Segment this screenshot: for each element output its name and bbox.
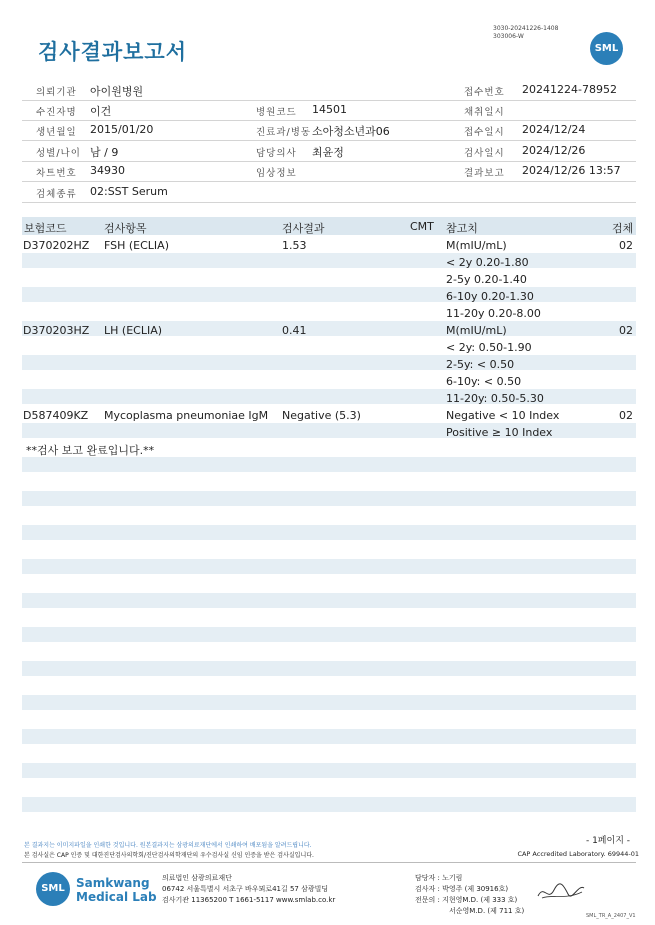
row-stripe xyxy=(22,593,636,608)
page-number: - 1페이지 - xyxy=(585,836,630,846)
cell-ref: 6-10y: < 0.50 xyxy=(446,375,522,388)
info-label: 접수번호 xyxy=(464,87,505,98)
row-stripe xyxy=(22,559,636,574)
info-label: 결과보고 xyxy=(464,168,505,179)
row-stripe xyxy=(22,797,636,812)
results-table-header xyxy=(22,217,636,235)
info-label: 수진자명 xyxy=(36,107,77,118)
cell-ref: 6-10y 0.20-1.30 xyxy=(446,290,534,303)
cell-ref: M(mIU/mL) xyxy=(446,324,507,337)
staff-line: 서순영M.D. (제 711 호) xyxy=(449,907,525,915)
cell-result: 1.53 xyxy=(282,239,307,252)
staff-line: 검사자 : 박영주 (제 30916호) xyxy=(415,885,509,893)
info-value: 2015/01/20 xyxy=(90,123,154,136)
signature xyxy=(536,880,586,904)
info-value: 34930 xyxy=(90,164,125,177)
address-line: 06742 서울특별시 서초구 바우뫼로41길 57 삼광빌딩 xyxy=(162,885,329,893)
cell-ref: 11-20y 0.20-8.00 xyxy=(446,307,541,320)
lab-address xyxy=(162,873,335,906)
cell-item: LH (ECLIA) xyxy=(104,324,163,337)
row-stripe xyxy=(22,661,636,676)
header-specimen: 검체 xyxy=(612,222,634,235)
cell-specimen: 02 xyxy=(619,324,633,337)
address-line: 의료법인 삼광의료재단 xyxy=(162,874,232,882)
brand-line: Medical Lab xyxy=(76,890,157,904)
info-row-divider xyxy=(22,181,636,182)
info-value: 남 / 9 xyxy=(90,146,119,159)
sml-logo: SML xyxy=(590,32,623,65)
doc-id-line: 303006-W xyxy=(493,33,524,40)
report-complete-note: **검사 보고 완료입니다.** xyxy=(26,444,155,457)
cell-ref: Negative < 10 Index xyxy=(446,409,560,422)
staff-line: 전문의 : 지현영M.D. (제 333 호) xyxy=(415,896,518,904)
info-label: 임상정보 xyxy=(256,168,297,179)
row-stripe xyxy=(22,389,636,404)
row-stripe xyxy=(22,627,636,642)
info-value: 02:SST Serum xyxy=(90,185,168,198)
header-code: 보험코드 xyxy=(24,222,67,235)
info-value: 2024/12/24 xyxy=(522,123,586,136)
sml-footer-logo: SML xyxy=(36,872,70,906)
info-value: 아이원병원 xyxy=(90,85,144,98)
cell-ref: 2-5y: < 0.50 xyxy=(446,358,515,371)
address-line: 검사기관 11365200 T 1661-5117 www.smlab.co.kr xyxy=(162,896,336,904)
footer-divider xyxy=(22,862,636,863)
header-result: 검사결과 xyxy=(282,222,325,235)
row-stripe xyxy=(22,457,636,472)
row-stripe xyxy=(22,491,636,506)
info-label: 차트번호 xyxy=(36,168,77,179)
cell-ref: 2-5y 0.20-1.40 xyxy=(446,273,527,286)
info-label: 의뢰기관 xyxy=(36,87,77,98)
cell-result: 0.41 xyxy=(282,324,307,337)
info-value: 14501 xyxy=(312,103,347,116)
header-cmt: CMT xyxy=(410,220,434,233)
info-label: 성별/나이 xyxy=(36,148,81,159)
info-label: 검사일시 xyxy=(464,148,505,159)
info-label: 검체종류 xyxy=(36,189,77,200)
header-item: 검사항목 xyxy=(104,222,147,235)
row-stripe xyxy=(22,525,636,540)
row-stripe xyxy=(22,763,636,778)
row-stripe xyxy=(22,287,636,302)
row-stripe xyxy=(22,355,636,370)
info-label: 담당의사 xyxy=(256,148,297,159)
cell-ref: 11-20y: 0.50-5.30 xyxy=(446,392,544,405)
header-ref: 참고치 xyxy=(446,222,478,235)
cell-ref: Positive ≥ 10 Index xyxy=(446,426,553,439)
info-label: 생년월일 xyxy=(36,127,77,138)
doc-id-line: 3030-20241226-1408 xyxy=(493,25,559,32)
info-label: 접수일시 xyxy=(464,127,505,138)
info-label: 진료과/병동 xyxy=(256,127,312,138)
row-stripe xyxy=(22,253,636,268)
info-value: 2024/12/26 xyxy=(522,144,586,157)
staff-line: 담당자 : 노기림 xyxy=(415,874,463,882)
form-code: SML_TR_A_2407_V1 xyxy=(586,913,636,919)
report-title: 검사결과보고서 xyxy=(38,40,188,64)
info-row-divider xyxy=(22,120,636,121)
row-stripe xyxy=(22,695,636,710)
footer-notice: 본 검사실은 CAP 인증 및 대한진단검사의학회/진단검사의학재단의 우수검사실 신임 인증을 받은 검사실입니다. xyxy=(24,852,314,859)
cell-specimen: 02 xyxy=(619,409,633,422)
info-value: 최윤정 xyxy=(312,146,344,159)
cap-accreditation: CAP Accredited Laboratory. 69944-01 xyxy=(517,850,639,858)
info-row-divider xyxy=(22,202,636,203)
brand-name xyxy=(76,876,157,904)
footer-notice-blue: 본 결과지는 이미지파일을 인쇄한 것입니다. 원본결과지는 삼광의료재단에서 인쇄하여 배포됨을 알려드립니다. xyxy=(24,842,312,849)
brand-line: Samkwang xyxy=(76,876,150,890)
info-row-divider xyxy=(22,161,636,162)
info-value: 이건 xyxy=(90,105,112,118)
info-row-divider xyxy=(22,100,636,101)
info-value: 20241224-78952 xyxy=(522,83,617,96)
cell-ref: < 2y 0.20-1.80 xyxy=(446,256,529,269)
cell-code: D370202HZ xyxy=(23,239,90,252)
cell-item: FSH (ECLIA) xyxy=(104,239,169,252)
cell-specimen: 02 xyxy=(619,239,633,252)
info-label: 채취일시 xyxy=(464,107,505,118)
cell-code: D370203HZ xyxy=(23,324,90,337)
info-row-divider xyxy=(22,140,636,141)
cell-ref: M(mIU/mL) xyxy=(446,239,507,252)
info-label: 병원코드 xyxy=(256,107,297,118)
info-value: 소아청소년과06 xyxy=(312,125,390,138)
info-value: 2024/12/26 13:57 xyxy=(522,164,621,177)
cell-item: Mycoplasma pneumoniae IgM xyxy=(104,409,269,422)
document-id xyxy=(493,25,558,41)
staff-list xyxy=(415,873,524,917)
cell-result: Negative (5.3) xyxy=(282,409,361,422)
row-stripe xyxy=(22,729,636,744)
cell-ref: < 2y: 0.50-1.90 xyxy=(446,341,532,354)
cell-code: D587409KZ xyxy=(23,409,89,422)
